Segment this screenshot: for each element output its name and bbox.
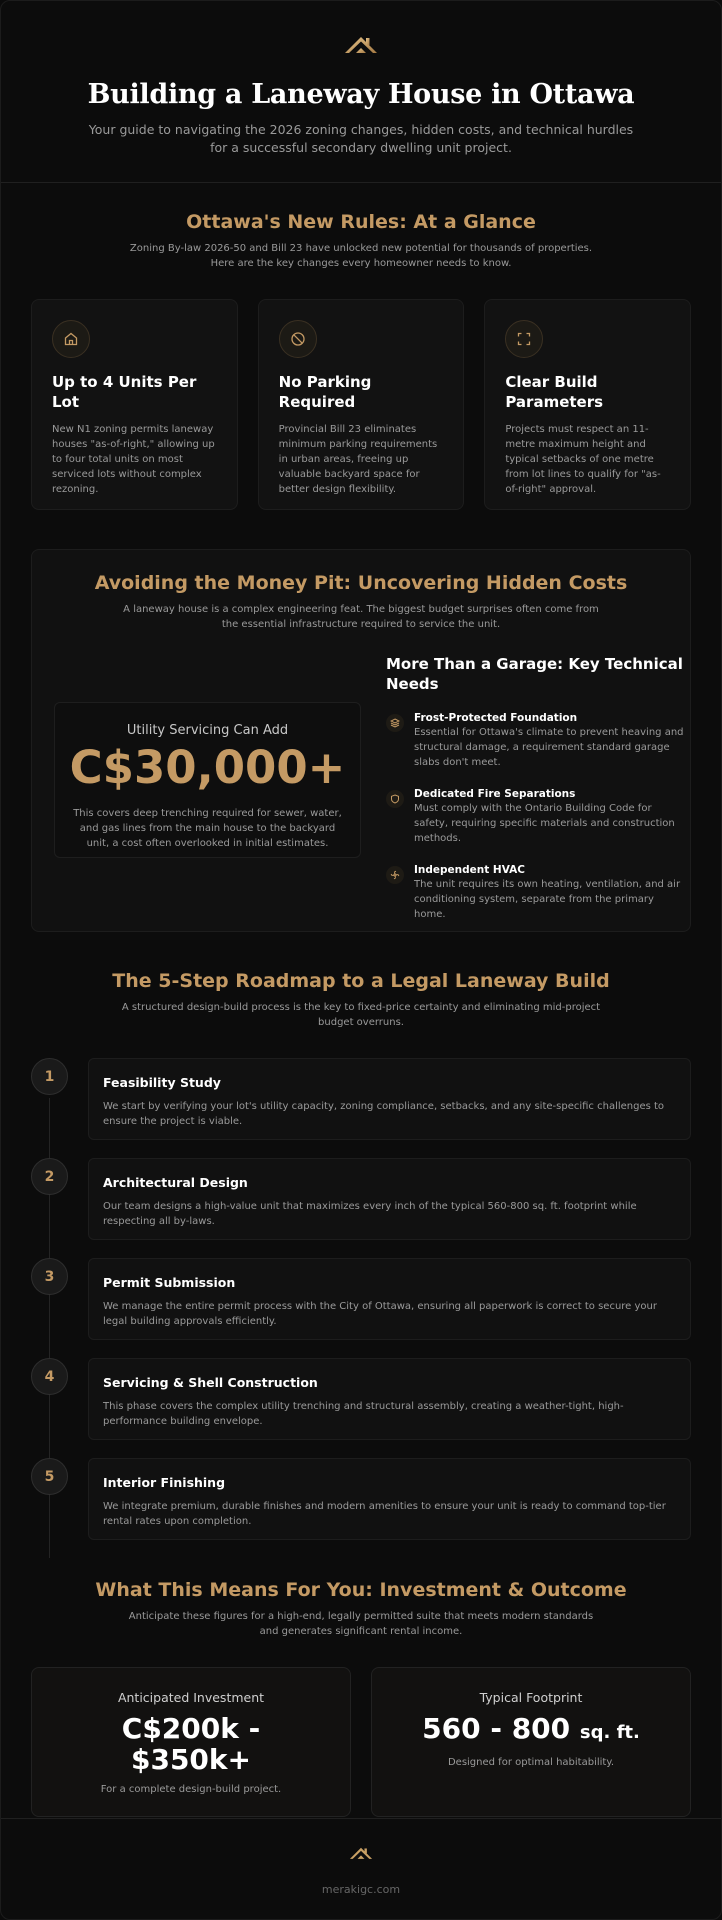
rule-card — [258, 299, 465, 510]
roadmap-step — [1, 1158, 721, 1240]
step-title: Architectural Design — [103, 1175, 248, 1190]
page-title: Building a Laneway House in Ottawa — [87, 79, 635, 110]
cost-highlight-note: This covers deep trenching required for sewer, water, and gas lines from the main house to the backyard unit, a cost often overlooked in initial estimates. — [73, 808, 342, 849]
no-parking-icon — [279, 320, 317, 358]
step-title: Feasibility Study — [103, 1075, 221, 1090]
step-title: Servicing & Shell Construction — [103, 1375, 318, 1390]
step-text: We manage the entire permit process with the City of Ottawa, ensuring all paperwork is correct to secure your legal building approvals efficiently. — [103, 1301, 657, 1327]
footer-logo — [1, 1845, 721, 1865]
step-text: Our team designs a high-value unit that maximizes every inch of the typical 560-800 sq. ft. footprint while respecting all by-laws. — [103, 1201, 637, 1227]
rule-card-text: New N1 zoning permits laneway houses "as-of-right," allowing up to four total units on most serviced lots without complex rezoning. — [52, 424, 215, 495]
footer-url[interactable]: merakigc.com — [321, 1883, 401, 1896]
footprint-value: 560 - 800 — [422, 1712, 571, 1745]
fan-icon — [386, 866, 404, 884]
rule-card-title: Up to 4 Units Per Lot — [52, 373, 197, 411]
step-number: 1 — [31, 1058, 68, 1095]
technical-needs — [386, 654, 686, 922]
technical-item-name: Independent HVAC — [414, 864, 525, 876]
investment-value: C$200k - $350k+ — [121, 1712, 261, 1776]
house-roof-icon — [343, 33, 379, 59]
outcome-title: What This Means For You: Investment & Outcome — [95, 1579, 627, 1601]
cost-highlight — [54, 702, 361, 858]
investment-label: Anticipated Investment — [117, 1690, 265, 1705]
cost-highlight-value: C$30,000+ — [69, 741, 346, 794]
step-text: We integrate premium, durable finishes and modern amenities to ensure your unit is ready to command top-tier rental rates upon completion. — [103, 1501, 666, 1527]
cost-highlight-label: Utility Servicing Can Add — [126, 723, 289, 738]
costs-section — [31, 549, 691, 932]
rules-section — [1, 183, 721, 510]
step-number: 5 — [31, 1458, 68, 1495]
footprint-unit: sq. ft. — [579, 1722, 640, 1743]
technical-item-text: The unit requires its own heating, ventilation, and air conditioning system, separate from the primary home. — [414, 879, 681, 920]
costs-title: Avoiding the Money Pit: Uncovering Hidden Costs — [94, 572, 628, 594]
costs-description: A laneway house is a complex engineering feat. The biggest budget surprises often come from the essential infrastructure required to service the unit. — [123, 604, 599, 630]
step-title: Interior Finishing — [103, 1475, 226, 1490]
step-number: 3 — [31, 1258, 68, 1295]
logo — [1, 33, 721, 61]
investment-card — [31, 1667, 351, 1817]
outcome-section — [1, 1558, 721, 1817]
investment-note: For a complete design-build project. — [100, 1784, 282, 1795]
roadmap-step — [1, 1258, 721, 1340]
outcome-description: Anticipate these figures for a high-end, legally permitted suite that meets modern standards and generates significant rental income. — [128, 1611, 594, 1637]
roadmap-step — [1, 1458, 721, 1540]
rules-title: Ottawa's New Rules: At a Glance — [186, 211, 536, 233]
outcome-cards — [1, 1667, 721, 1817]
technical-item-text: Essential for Ottawa's climate to prevent heaving and structural damage, a requirement standard garage slabs don't meet. — [414, 727, 684, 768]
rules-description: Zoning By-law 2026-50 and Bill 23 have unlocked new potential for thousands of properties. Here are the key changes every homeowner needs to know. — [129, 243, 593, 269]
layers-icon — [386, 714, 404, 732]
roadmap-step — [1, 1058, 721, 1140]
roadmap-section — [1, 932, 721, 1540]
rules-cards — [1, 299, 721, 510]
step-card — [88, 1058, 691, 1140]
technical-item-text: Must comply with the Ontario Building Code for safety, requiring specific materials and construction methods. — [414, 803, 675, 844]
footprint-note: Designed for optimal habitability. — [447, 1757, 615, 1768]
step-title: Permit Submission — [103, 1275, 236, 1290]
roadmap-title: The 5-Step Roadmap to a Legal Laneway Build — [112, 970, 610, 992]
step-number: 4 — [31, 1358, 68, 1395]
rule-card-text: Projects must respect an 11-metre maximum height and typical setbacks of one metre from lot lines to qualify for "as-of-right" approval. — [505, 424, 661, 495]
step-text: We start by verifying your lot's utility capacity, zoning compliance, setbacks, and any site-specific challenges to ensure the project is viable. — [103, 1101, 665, 1127]
roadmap-description: A structured design-build process is the key to fixed-price certainty and eliminating mid-project budget overruns. — [121, 1002, 601, 1028]
step-card — [88, 1358, 691, 1440]
frame-corners-icon — [505, 320, 543, 358]
technical-item — [386, 711, 686, 770]
step-card — [88, 1458, 691, 1540]
header — [1, 1, 721, 183]
footprint-card — [371, 1667, 691, 1817]
technical-item-name: Frost-Protected Foundation — [414, 712, 578, 724]
rule-card — [31, 299, 238, 510]
rule-card-title: No Parking Required — [278, 373, 372, 411]
footprint-value-wrap — [372, 1713, 690, 1748]
technical-item — [386, 787, 686, 846]
step-text: This phase covers the complex utility trenching and structural assembly, creating a weather-tight, high-performance building envelope. — [103, 1401, 624, 1427]
rule-card-text: Provincial Bill 23 eliminates minimum parking requirements in urban areas, freeing up valuable backyard space for better design flexibility. — [278, 424, 438, 495]
step-card — [88, 1258, 691, 1340]
technical-needs-title: More Than a Garage: Key Technical Needs — [386, 655, 683, 693]
technical-item-name: Dedicated Fire Separations — [414, 788, 576, 800]
footprint-label: Typical Footprint — [479, 1690, 583, 1705]
footer — [1, 1818, 721, 1919]
page-subtitle: Your guide to navigating the 2026 zoning changes, hidden costs, and technical hurdles for a successful secondary dwelling unit project. — [88, 122, 634, 155]
roadmap-step — [1, 1358, 721, 1440]
shield-icon — [386, 790, 404, 808]
rule-card — [484, 299, 691, 510]
roadmap-steps — [1, 1058, 721, 1540]
step-number: 2 — [31, 1158, 68, 1195]
technical-item — [386, 863, 686, 922]
step-card — [88, 1158, 691, 1240]
rule-card-title: Clear Build Parameters — [505, 373, 604, 411]
house-roof-icon — [348, 1845, 374, 1863]
home-icon — [52, 320, 90, 358]
